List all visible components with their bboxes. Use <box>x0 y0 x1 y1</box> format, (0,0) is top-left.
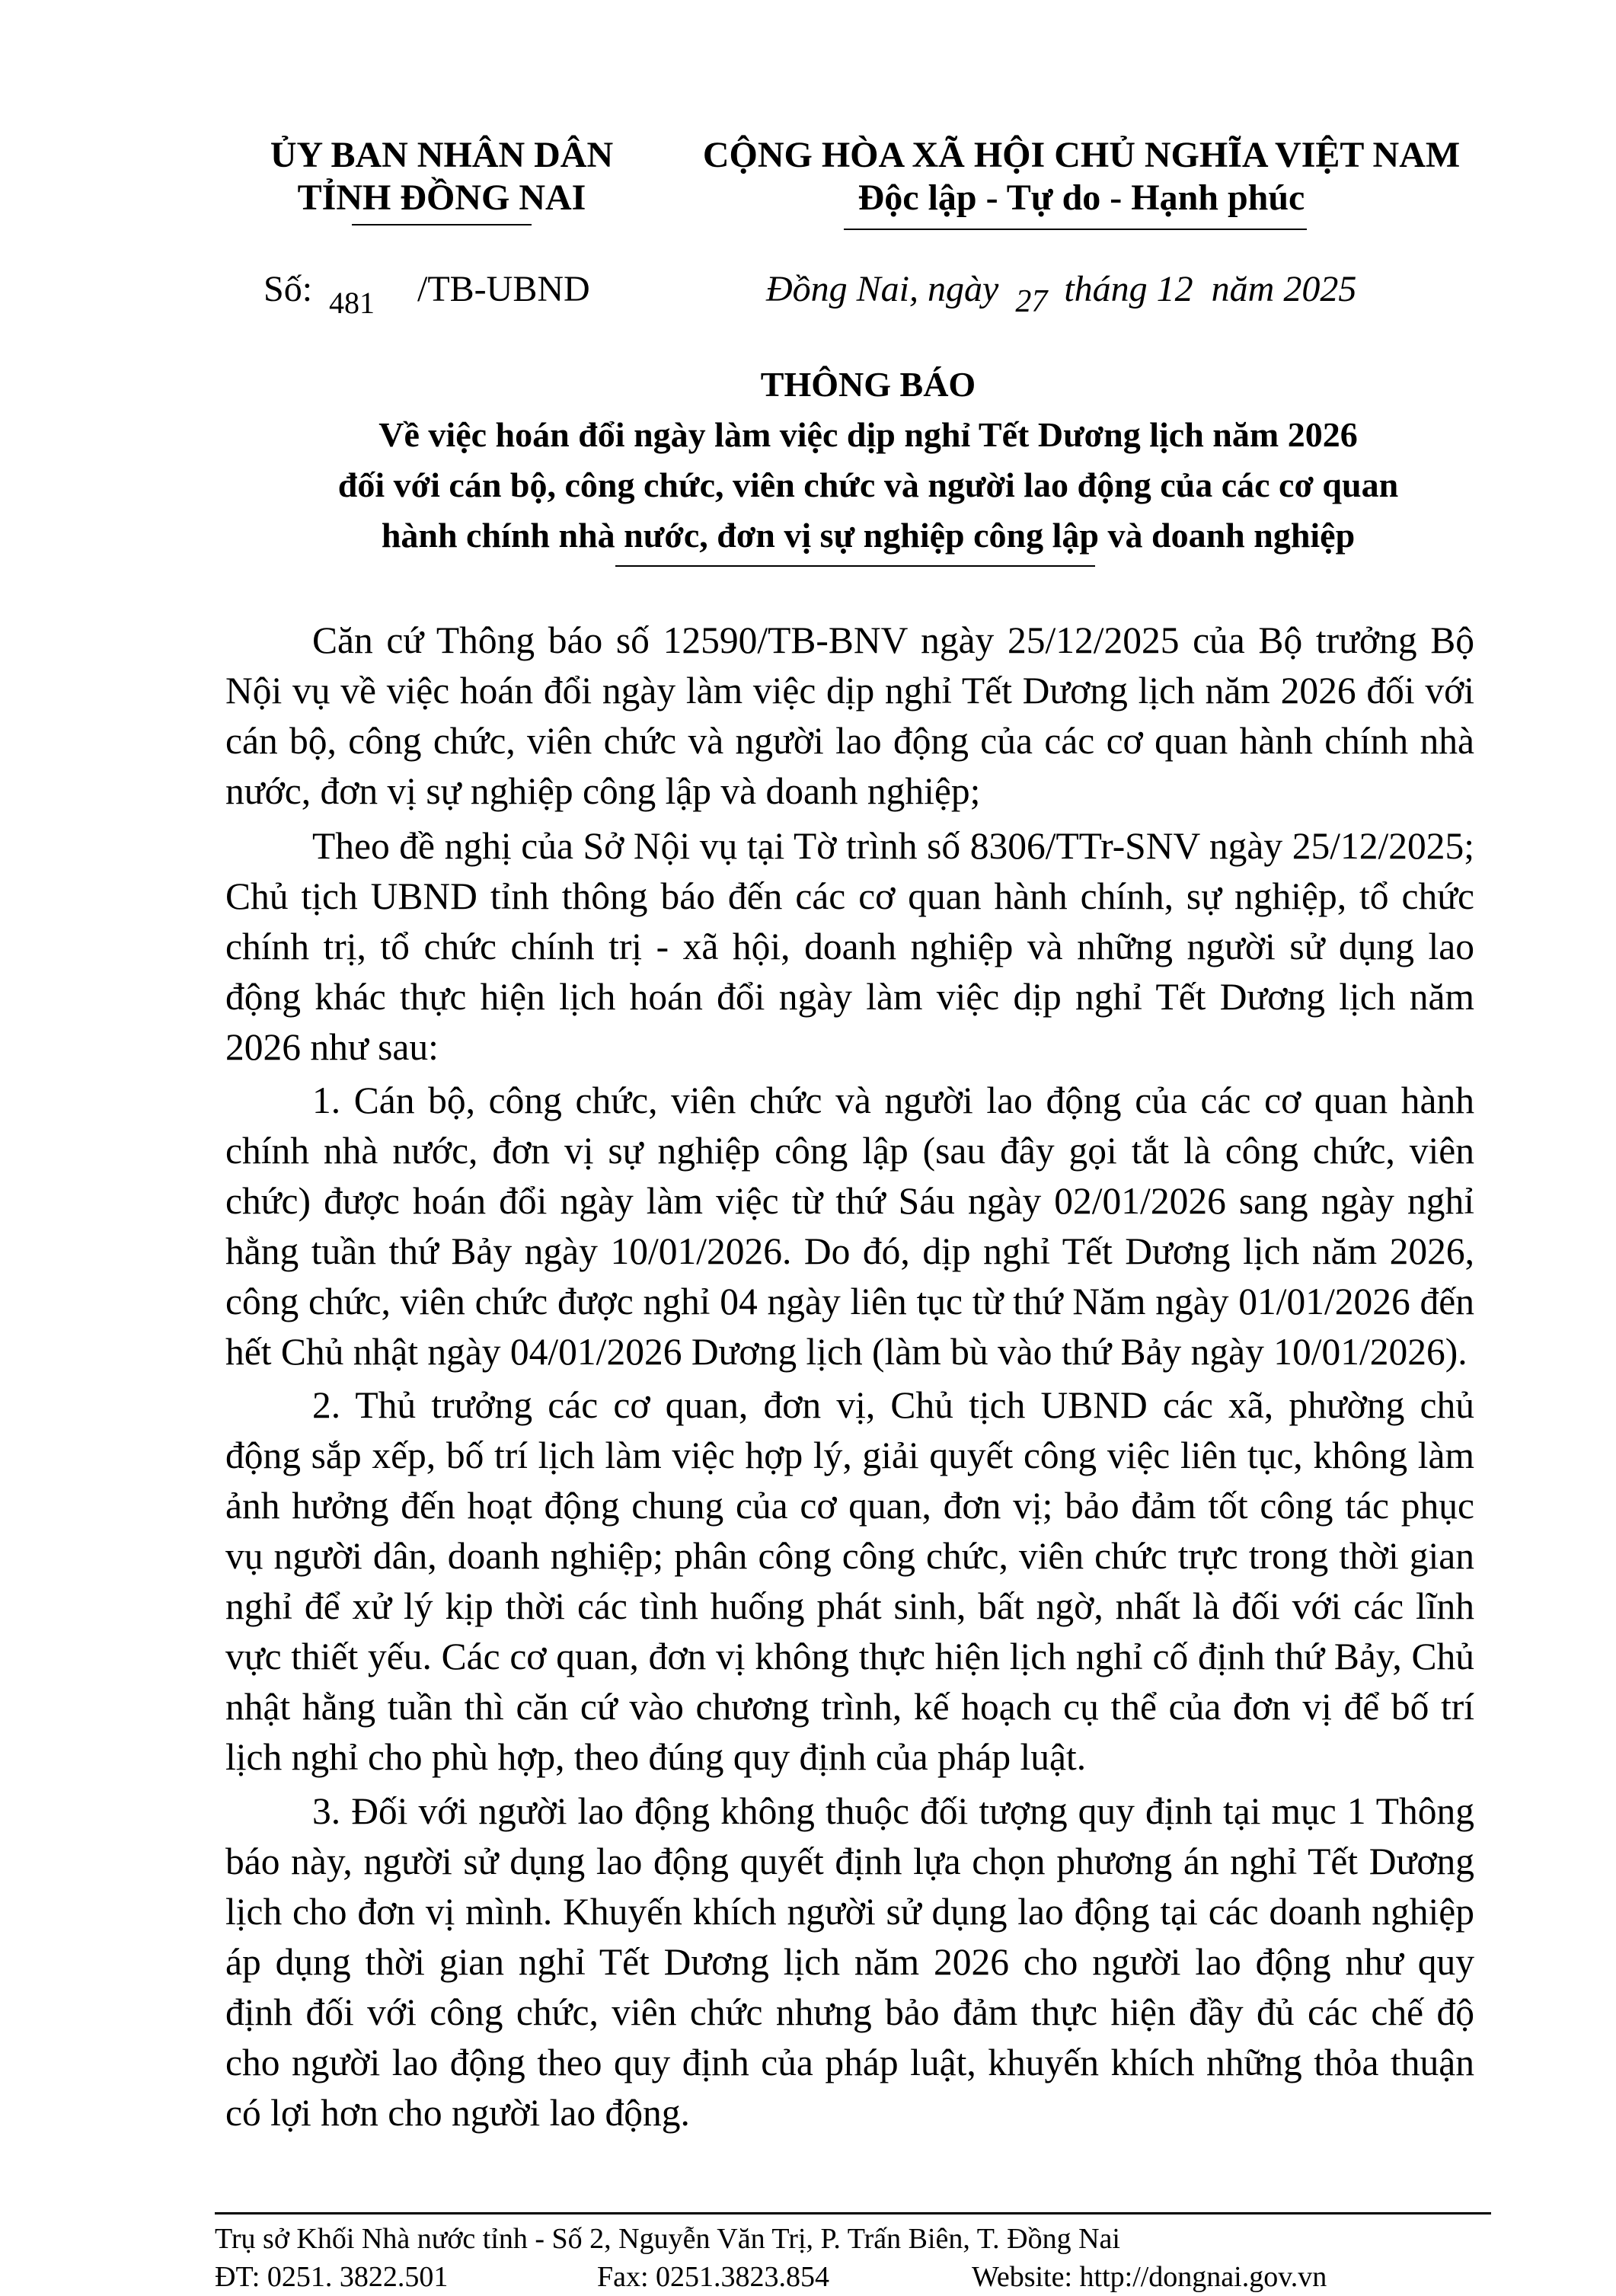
notice-title <box>190 360 1546 561</box>
paragraph-item-1: 1. Cán bộ, công chức, viên chức và người lao động của các cơ quan hành chính nhà nước, đơn vị sự nghiệp công lập (sau đây gọi tắt là công chức, viên chức) được hoán đổi ngày làm việc từ thứ Sáu ngày 02/01/2026 sang ngày nghỉ hằng tuần thứ Bảy ngày 10/01/2026. Do đó, dịp nghỉ Tết Dương lịch năm 2026, công chức, viên chức được nghỉ 04 ngày liên tục từ thứ Năm ngày 01/01/2026 đến hết Chủ nhật ngày 04/01/2026 Dương lịch (làm bù vào thứ Bảy ngày 10/01/2026). <box>225 1079 1474 1373</box>
paragraph-item-2: 2. Thủ trưởng các cơ quan, đơn vị, Chủ tịch UBND các xã, phường chủ động sắp xếp, bố trí lịch làm việc hợp lý, giải quyết công việc liên tục, không làm ảnh hưởng đến hoạt động chung của cơ quan, đơn vị; bảo đảm tốt công tác phục vụ người dân, doanh nghiệp; phân công công chức, viên chức trực trong thời gian nghỉ để xử lý kịp thời các tình huống phát sinh, bất ngờ, nhất là đối với các lĩnh vực thiết yếu. Các cơ quan, đơn vị không thực hiện lịch nghỉ cố định thứ Bảy, Chủ nhật hằng tuần thì căn cứ vào chương trình, kế hoạch cụ thể của đơn vị để bố trí lịch nghỉ cho phù hợp, theo đúng quy định của pháp luật. <box>225 1384 1474 1778</box>
agency-line-1: ỦY BAN NHÂN DÂN <box>270 135 614 175</box>
agency-name <box>228 134 655 219</box>
number-suffix: /TB-UBND <box>417 269 590 309</box>
paragraph-proposal: Theo đề nghị của Sở Nội vụ tại Tờ trình số 8306/TTr-SNV ngày 25/12/2025; Chủ tịch UBND tỉnh thông báo đến các cơ quan hành chính, sự nghiệp, tổ chức chính trị, tổ chức chính trị - xã hội, doanh nghiệp và những người sử dụng lao động khác thực hiện lịch hoán đổi ngày làm việc dịp nghỉ Tết Dương lịch năm 2026 như sau: <box>225 825 1474 1068</box>
number-prefix: Số: <box>263 269 313 309</box>
footer-phone: ĐT: 0251. 3822.501 <box>215 2261 449 2293</box>
footer-fax: Fax: 0251.3823.854 <box>597 2261 830 2293</box>
document-date <box>766 267 1357 319</box>
title-underline <box>615 565 1095 567</box>
motto-line: Độc lập - Tự do - Hạnh phúc <box>858 177 1305 218</box>
date-part-1: Đồng Nai, ngày <box>766 269 999 309</box>
footer-divider <box>215 2212 1491 2214</box>
date-part-2: tháng 12 năm 2025 <box>1064 269 1357 309</box>
footer-website[interactable]: Website: http://dongnai.gov.vn <box>972 2261 1327 2293</box>
country-name: CỘNG HÒA XÃ HỘI CHỦ NGHĨA VIỆT NAM <box>702 135 1461 175</box>
agency-line-2: TỈNH ĐỒNG NAI <box>297 177 586 218</box>
motto-underline <box>844 229 1307 230</box>
notice-subject-line-2: đối với cán bộ, công chức, viên chức và người lao động của các cơ quan <box>337 465 1399 504</box>
notice-heading: THÔNG BÁO <box>760 365 976 404</box>
national-motto <box>670 134 1493 219</box>
document-number <box>263 267 375 320</box>
date-day: 27 <box>1015 284 1048 319</box>
paragraph-item-3: 3. Đối với người lao động không thuộc đối tượng quy định tại mục 1 Thông báo này, người sử dụng lao động quyết định lựa chọn phương án nghỉ Tết Dương lịch cho đơn vị mình. Khuyến khích người sử dụng lao động tại các doanh nghiệp áp dụng thời gian nghỉ Tết Dương lịch năm 2026 cho người lao động như quy định đối với công chức, viên chức nhưng bảo đảm thực hiện đầy đủ các chế độ cho người lao động theo quy định của pháp luật, khuyến khích những thỏa thuận có lợi hơn cho người lao động. <box>225 1790 1474 2134</box>
agency-underline <box>352 224 532 225</box>
number-value: 481 <box>329 286 375 320</box>
notice-subject-line-3: hành chính nhà nước, đơn vị sự nghiệp công lập và doanh nghiệp <box>381 516 1356 555</box>
notice-subject-line-1: Về việc hoán đổi ngày làm việc dịp nghỉ Tết Dương lịch năm 2026 <box>378 415 1358 454</box>
footer-address: Trụ sở Khối Nhà nước tỉnh - Số 2, Nguyễn Văn Trị, P. Trấn Biên, T. Đồng Nai <box>215 2223 1120 2255</box>
paragraph-legal-basis: Căn cứ Thông báo số 12590/TB-BNV ngày 25/12/2025 của Bộ trưởng Bộ Nội vụ về việc hoán đổi ngày làm việc dịp nghỉ Tết Dương lịch năm 2026 đối với cán bộ, công chức, viên chức và người lao động của các cơ quan hành chính nhà nước, đơn vị sự nghiệp công lập và doanh nghiệp; <box>225 619 1474 812</box>
